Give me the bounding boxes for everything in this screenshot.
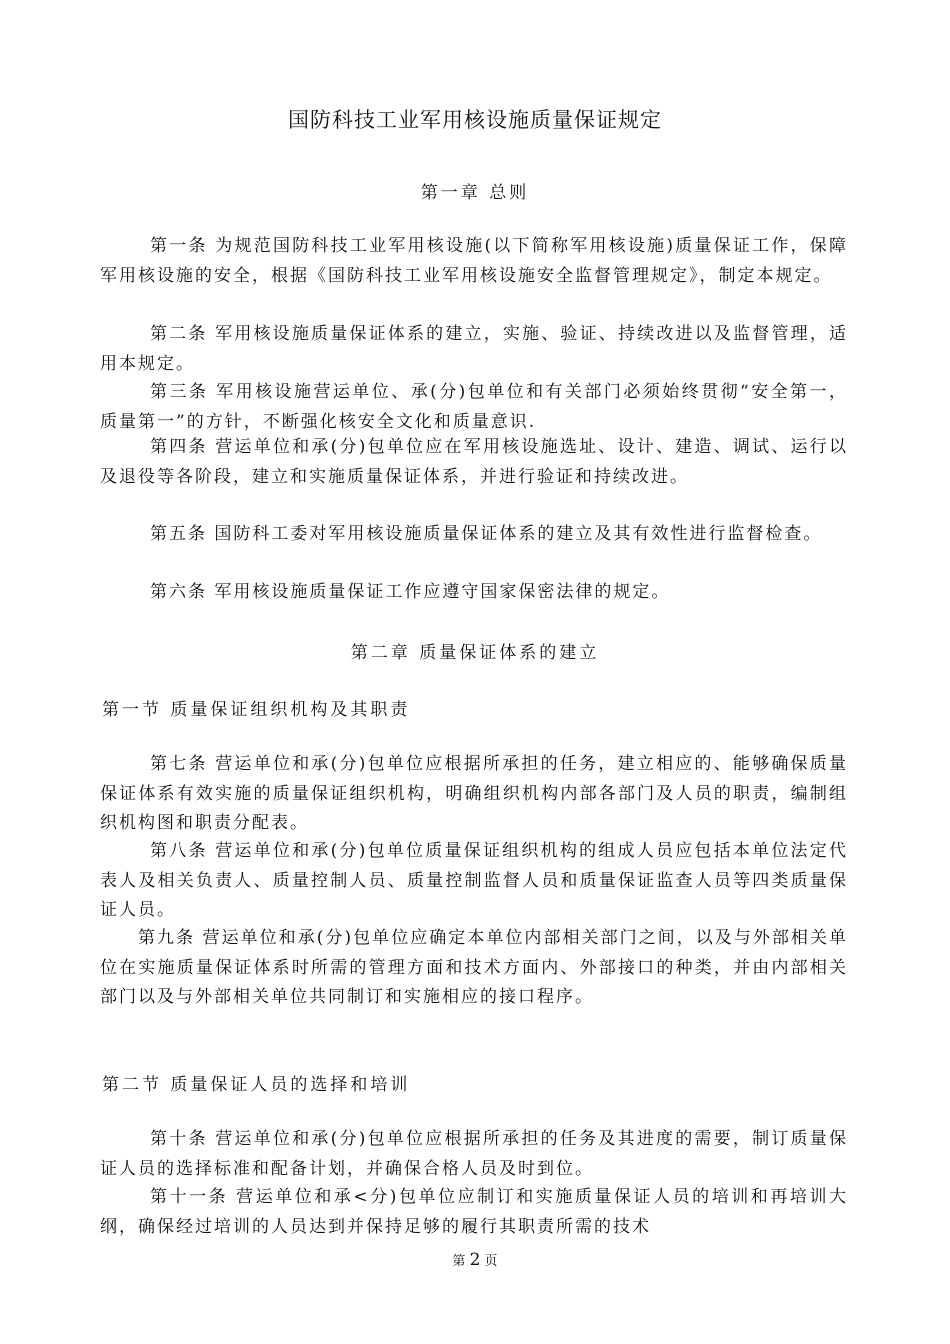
article-7: 第七条 营运单位和承(分)包单位应根据所承担的任务，建立相应的、能够确保质量保证体系有效实施的质量保证组织机构，明确组织机构内部各部门及人员的职责，编制组织机构图和职责分配表。: [100, 754, 848, 833]
article-3: 第三条 军用核设施营运单位、承(分)包单位和有关部门必须始终贯彻“安全第一，质量第一”的方针，不断强化核安全文化和质量意识.: [100, 382, 848, 432]
document-title: 国防科技工业军用核设施质量保证规定: [288, 108, 662, 132]
article-5: 第五条 国防科工委对军用核设施质量保证体系的建立及其有效性进行监督检查。: [150, 524, 823, 544]
article-1: 第一条 为规范国防科技工业军用核设施(以下简称军用核设施)质量保证工作，保障军用核设施的安全，根据《国防科技工业军用核设施安全监督管理规定》，制定本规定。: [100, 236, 848, 286]
page-number: [0, 1250, 950, 1270]
chapter-2-heading: 第二章 质量保证体系的建立: [350, 643, 600, 663]
article-4: 第四条 营运单位和承(分)包单位应在军用核设施选址、设计、建造、调试、运行以及退役等各阶段，建立和实施质量保证体系，并进行验证和持续改进。: [100, 437, 848, 487]
article-6: 第六条 军用核设施质量保证工作应遵守国家保密法律的规定。: [150, 582, 671, 602]
article-10: 第十条 营运单位和承(分)包单位应根据所承担的任务及其进度的需要，制订质量保证人员的选择标准和配备计划，并确保合格人员及时到位。: [100, 1129, 848, 1179]
article-11: 第十一条 营运单位和承<分)包单位应制订和实施质量保证人员的培训和再培训大纲，确保经过培训的人员达到并保持足够的履行其职责所需的技术: [100, 1187, 848, 1237]
page-number-suffix: 页: [484, 1254, 498, 1269]
section-1-heading: 第一节 质量保证组织机构及其职责: [102, 700, 411, 720]
page-number-value: 2: [469, 1250, 481, 1270]
chapter-1-heading: 第一章 总则: [420, 183, 530, 203]
page-number-prefix: 第: [452, 1254, 466, 1269]
article-2: 第二条 军用核设施质量保证体系的建立，实施、验证、持续改进以及监督管理，适用本规定。: [100, 324, 848, 374]
article-9: 第九条 营运单位和承(分)包单位应确定本单位内部相关部门之间，以及与外部相关单位在实施质量保证体系时所需的管理方面和技术方面内、外部接口的种类，并由内部相关部门以及与外部相关单位共同制订和实施相应的接口程序。: [100, 928, 848, 1007]
section-2-heading: 第二节 质量保证人员的选择和培训: [102, 1075, 411, 1095]
article-8: 第八条 营运单位和承(分)包单位质量保证组织机构的组成人员应包括本单位法定代表人及相关负责人、质量控制人员、质量控制监督人员和质量保证监查人员等四类质量保证人员。: [100, 841, 848, 920]
